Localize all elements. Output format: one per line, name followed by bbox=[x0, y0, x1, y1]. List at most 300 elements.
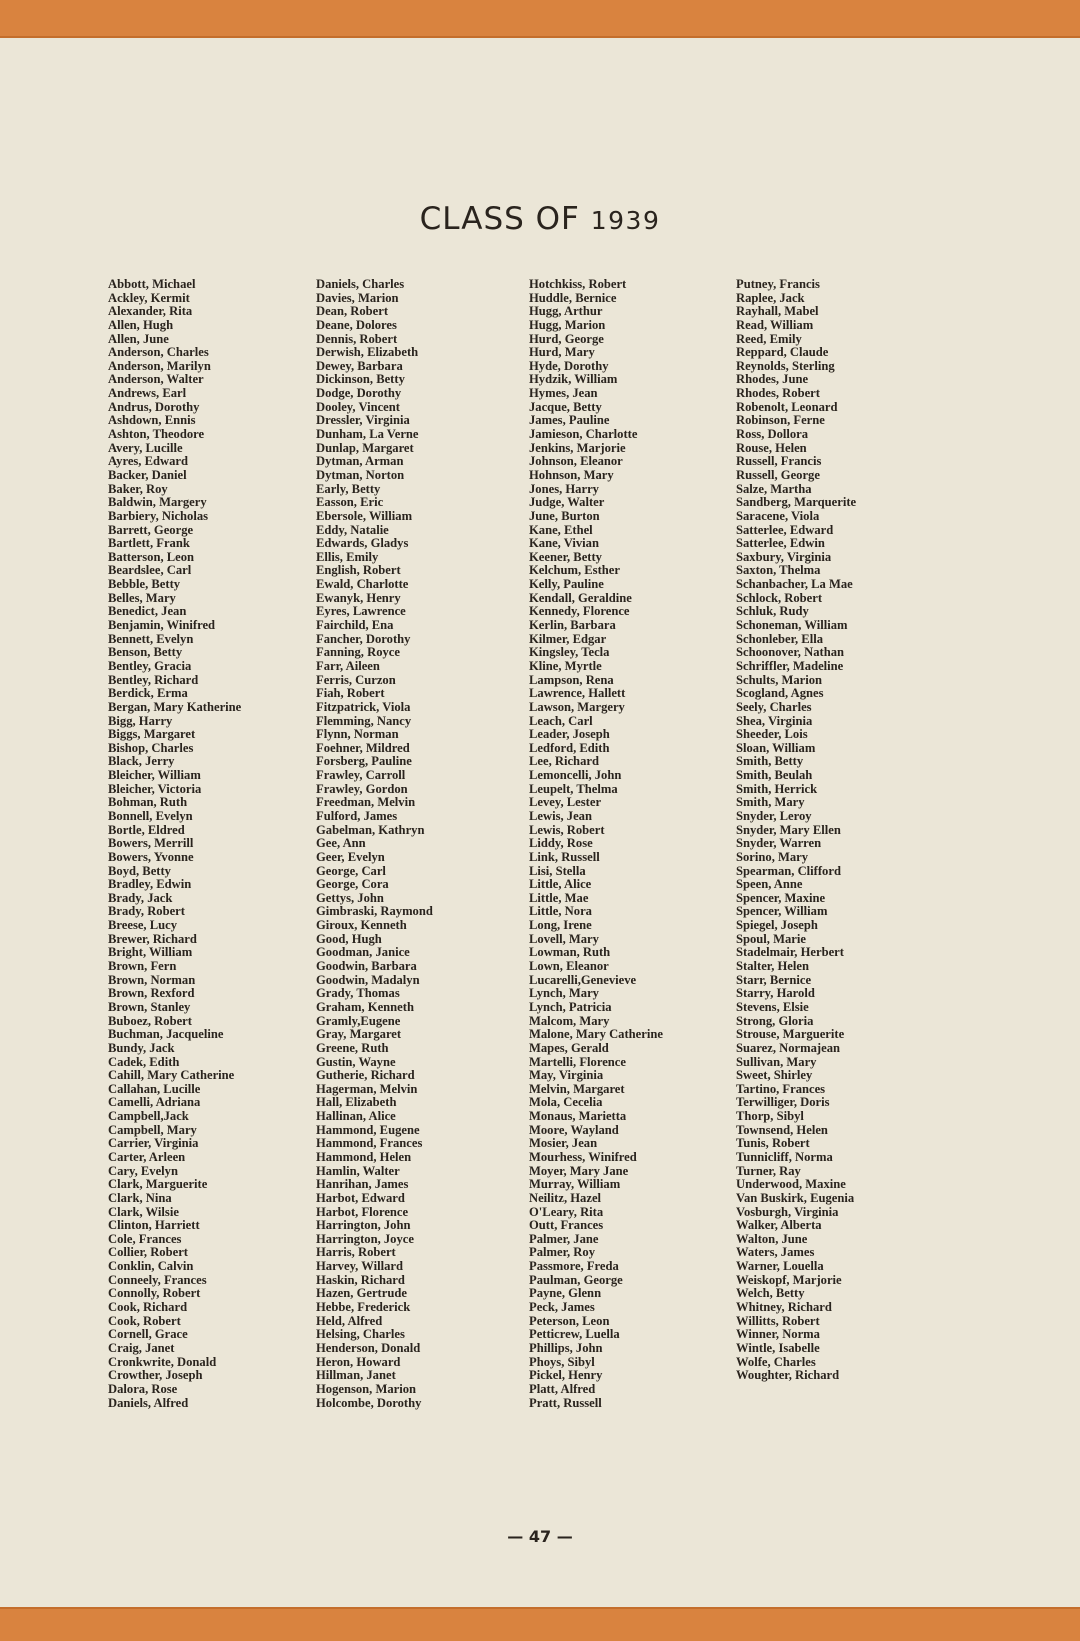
student-name: Platt, Alfred bbox=[529, 1381, 596, 1396]
student-name: Camelli, Adriana bbox=[108, 1095, 201, 1110]
student-name: Gimbraski, Raymond bbox=[316, 904, 433, 919]
student-name: Harris, Robert bbox=[316, 1245, 396, 1260]
student-name: Beardslee, Carl bbox=[108, 563, 192, 578]
student-name: Bradley, Edwin bbox=[108, 877, 192, 892]
student-name: Harvey, Willard bbox=[316, 1259, 403, 1274]
student-name: Campbell, Mary bbox=[108, 1122, 197, 1137]
student-name: Putney, Francis bbox=[736, 277, 820, 291]
student-name: Sheeder, Lois bbox=[736, 727, 808, 742]
student-name: Saxbury, Virginia bbox=[736, 549, 832, 564]
student-name: Walker, Alberta bbox=[736, 1218, 822, 1233]
student-name: Smith, Betty bbox=[736, 754, 804, 769]
student-name: Moore, Wayland bbox=[529, 1122, 619, 1137]
student-name: Weiskopf, Marjorie bbox=[736, 1272, 842, 1287]
student-name: Eyres, Lawrence bbox=[316, 604, 406, 619]
student-name: Clark, Nina bbox=[108, 1190, 172, 1205]
student-name: Spencer, William bbox=[736, 904, 828, 919]
student-name: Gettys, John bbox=[316, 890, 384, 905]
student-name: Starr, Bernice bbox=[736, 972, 812, 987]
student-name: Seely, Charles bbox=[736, 699, 812, 714]
student-name: Schonleber, Ella bbox=[736, 631, 824, 646]
student-name: Carter, Arleen bbox=[108, 1150, 186, 1164]
student-name: Ewald, Charlotte bbox=[316, 577, 409, 592]
student-name: Robinson, Ferne bbox=[736, 413, 825, 428]
student-name: Connolly, Robert bbox=[108, 1286, 201, 1301]
student-name: Benedict, Jean bbox=[108, 604, 187, 619]
student-name: Snyder, Mary Ellen bbox=[736, 822, 841, 837]
student-name: Terwilliger, Doris bbox=[736, 1095, 830, 1110]
student-name: Cole, Frances bbox=[108, 1231, 182, 1246]
student-name: Lawrence, Hallett bbox=[529, 686, 626, 701]
student-name: Suarez, Normajean bbox=[736, 1040, 840, 1055]
student-name: Phillips, John bbox=[529, 1340, 603, 1355]
student-name: Ewanyk, Henry bbox=[316, 590, 401, 605]
student-name: Hymes, Jean bbox=[529, 386, 598, 401]
student-name: Hammond, Frances bbox=[316, 1136, 423, 1151]
student-name: Bright, William bbox=[108, 945, 193, 960]
student-name: Spoul, Marie bbox=[736, 931, 806, 946]
bottom-color-band bbox=[0, 1607, 1080, 1641]
student-name: Liddy, Rose bbox=[529, 836, 593, 851]
student-name: Reynolds, Sterling bbox=[736, 358, 835, 373]
student-name: Dean, Robert bbox=[316, 304, 389, 319]
student-name: Allen, Hugh bbox=[108, 317, 174, 332]
student-name: Baldwin, Margery bbox=[108, 495, 207, 510]
student-name: Neilitz, Hazel bbox=[529, 1190, 602, 1205]
student-name: Smith, Beulah bbox=[736, 768, 813, 783]
student-name: Smith, Mary bbox=[736, 795, 805, 810]
student-name: Malone, Mary Catherine bbox=[529, 1027, 663, 1042]
student-name: Cadek, Edith bbox=[108, 1054, 180, 1069]
student-name: Craig, Janet bbox=[108, 1340, 175, 1355]
student-name: Gramly,Eugene bbox=[316, 1013, 401, 1028]
student-name: Alexander, Rita bbox=[108, 304, 193, 319]
student-name: Ashdown, Ennis bbox=[108, 413, 196, 428]
student-name: Vosburgh, Virginia bbox=[736, 1204, 839, 1219]
student-name: Hugg, Marion bbox=[529, 317, 606, 332]
student-name: Dickinson, Betty bbox=[316, 372, 405, 387]
student-name: Brown, Rexford bbox=[108, 986, 195, 1001]
student-name: Sloan, William bbox=[736, 740, 816, 755]
student-name: Lown, Eleanor bbox=[529, 959, 609, 974]
student-name: Lewis, Robert bbox=[529, 822, 605, 837]
student-name: Eddy, Natalie bbox=[316, 522, 389, 537]
student-name: Bohman, Ruth bbox=[108, 795, 188, 810]
student-name: Outt, Frances bbox=[529, 1218, 604, 1233]
student-name: Ledford, Edith bbox=[529, 740, 610, 755]
student-name: Strouse, Marguerite bbox=[736, 1027, 845, 1042]
student-name: Strong, Gloria bbox=[736, 1013, 814, 1028]
student-name: Giroux, Kenneth bbox=[316, 918, 407, 933]
student-name: Heron, Howard bbox=[316, 1354, 401, 1369]
student-name: Holcombe, Dorothy bbox=[316, 1395, 422, 1410]
student-name: Conklin, Calvin bbox=[108, 1259, 194, 1274]
student-name: Early, Betty bbox=[316, 481, 381, 496]
student-name: Collier, Robert bbox=[108, 1245, 188, 1260]
student-name: Anderson, Walter bbox=[108, 372, 204, 387]
student-name: Henderson, Donald bbox=[316, 1340, 421, 1355]
student-name: Hurd, George bbox=[529, 331, 604, 346]
student-name: June, Burton bbox=[529, 508, 600, 523]
student-name: Kennedy, Florence bbox=[529, 604, 630, 619]
student-name: Wintle, Isabelle bbox=[736, 1340, 820, 1355]
student-name: Speen, Anne bbox=[736, 877, 803, 892]
student-name: Mola, Cecelia bbox=[529, 1095, 603, 1110]
student-name: Cronkwrite, Donald bbox=[108, 1354, 217, 1369]
student-name: Kline, Myrtle bbox=[529, 658, 602, 673]
student-name: Graham, Kenneth bbox=[316, 999, 414, 1014]
student-name: Breese, Lucy bbox=[108, 918, 178, 933]
student-name: Goodman, Janice bbox=[316, 945, 410, 960]
student-name: Lee, Richard bbox=[529, 754, 599, 769]
student-name: Fairchild, Ena bbox=[316, 618, 394, 633]
student-name: Dressler, Virginia bbox=[316, 413, 410, 428]
student-name: English, Robert bbox=[316, 563, 401, 578]
student-name: Helsing, Charles bbox=[316, 1327, 405, 1342]
name-column-3 bbox=[529, 278, 734, 1410]
student-name: Flynn, Norman bbox=[316, 727, 399, 742]
student-name: Hillman, Janet bbox=[316, 1368, 396, 1383]
student-name: Read, William bbox=[736, 317, 814, 332]
student-name: Forsberg, Pauline bbox=[316, 754, 412, 769]
student-name: Mosier, Jean bbox=[529, 1136, 598, 1151]
student-name: Kilmer, Edgar bbox=[529, 631, 607, 646]
student-name: Dewey, Barbara bbox=[316, 358, 403, 373]
student-name: Buboez, Robert bbox=[108, 1013, 192, 1028]
name-column-1 bbox=[108, 278, 313, 1410]
student-name: Gray, Margaret bbox=[316, 1027, 402, 1042]
student-name: Gee, Ann bbox=[316, 836, 366, 851]
student-name: Bigg, Harry bbox=[108, 713, 173, 728]
student-name: Smith, Herrick bbox=[736, 781, 818, 796]
student-name: Sandberg, Marquerite bbox=[736, 495, 857, 510]
student-name: Rhodes, Robert bbox=[736, 386, 820, 401]
student-name: Frawley, Gordon bbox=[316, 781, 408, 796]
student-name: Saxton, Thelma bbox=[736, 563, 821, 578]
student-name: Held, Alfred bbox=[316, 1313, 383, 1328]
student-name: Bortle, Eldred bbox=[108, 822, 185, 837]
student-name: Benson, Betty bbox=[108, 645, 183, 660]
student-name: Allen, June bbox=[108, 331, 169, 346]
student-name: Russell, George bbox=[736, 467, 820, 482]
student-name: Bundy, Jack bbox=[108, 1040, 175, 1055]
student-name: Reppard, Claude bbox=[736, 345, 829, 360]
student-name: Hugg, Arthur bbox=[529, 304, 603, 319]
student-name: Backer, Daniel bbox=[108, 467, 187, 482]
student-name: Greene, Ruth bbox=[316, 1040, 389, 1055]
student-name: Fitzpatrick, Viola bbox=[316, 699, 411, 714]
student-name: Stevens, Elsie bbox=[736, 999, 809, 1014]
page-number: — 47 — bbox=[507, 1527, 573, 1546]
student-name: Malcom, Mary bbox=[529, 1013, 610, 1028]
student-name: Dunlap, Margaret bbox=[316, 440, 414, 455]
student-name: Brady, Jack bbox=[108, 890, 173, 905]
student-name: Leupelt, Thelma bbox=[529, 781, 618, 796]
student-name: Buchman, Jacqueline bbox=[108, 1027, 224, 1042]
student-name: Fiah, Robert bbox=[316, 686, 385, 701]
student-name: Ayres, Edward bbox=[108, 454, 188, 469]
student-name: Schoonover, Nathan bbox=[736, 645, 844, 660]
student-name: Murray, William bbox=[529, 1177, 621, 1192]
student-name: Lawson, Margery bbox=[529, 699, 625, 714]
student-name: Satterlee, Edwin bbox=[736, 536, 825, 551]
student-name: Baker, Roy bbox=[108, 481, 168, 496]
student-name: Bowers, Yvonne bbox=[108, 849, 194, 864]
student-name: Petticrew, Luella bbox=[529, 1327, 620, 1342]
student-name: Passmore, Freda bbox=[529, 1259, 619, 1274]
student-name: Sorino, Mary bbox=[736, 849, 809, 864]
student-name: Fancher, Dorothy bbox=[316, 631, 411, 646]
student-name: Brady, Robert bbox=[108, 904, 185, 919]
student-name: Ross, Dollora bbox=[736, 427, 809, 442]
student-name: Paulman, George bbox=[529, 1272, 623, 1287]
student-name: Melvin, Margaret bbox=[529, 1081, 625, 1096]
student-name: Gustin, Wayne bbox=[316, 1054, 396, 1069]
student-name: Hurd, Mary bbox=[529, 345, 595, 360]
student-name: Brown, Norman bbox=[108, 972, 196, 987]
student-name: Rhodes, June bbox=[736, 372, 809, 387]
student-name: Cahill, Mary Catherine bbox=[108, 1068, 235, 1083]
student-name: Schanbacher, La Mae bbox=[736, 577, 853, 592]
student-name: Welch, Betty bbox=[736, 1286, 805, 1301]
student-name: Boyd, Betty bbox=[108, 863, 171, 878]
student-name: Lisi, Stella bbox=[529, 863, 586, 878]
student-name: Ellis, Emily bbox=[316, 549, 379, 564]
student-name: Geer, Evelyn bbox=[316, 849, 385, 864]
student-name: Sweet, Shirley bbox=[736, 1068, 813, 1083]
student-name: Brown, Fern bbox=[108, 959, 177, 974]
student-name: Walton, June bbox=[736, 1231, 808, 1246]
student-name: Woughter, Richard bbox=[736, 1368, 840, 1383]
student-name: Flemming, Nancy bbox=[316, 713, 412, 728]
student-name: George, Cora bbox=[316, 877, 389, 892]
student-name: Conneely, Frances bbox=[108, 1272, 207, 1287]
student-name: Andrus, Dorothy bbox=[108, 399, 200, 414]
student-name: Daniels, Charles bbox=[316, 277, 405, 291]
student-name: Haskin, Richard bbox=[316, 1272, 405, 1287]
student-name: Bleicher, William bbox=[108, 768, 201, 783]
student-name: Cornell, Grace bbox=[108, 1327, 188, 1342]
student-name: Starry, Harold bbox=[736, 986, 815, 1001]
student-name: Bebble, Betty bbox=[108, 577, 181, 592]
student-name: Bowers, Merrill bbox=[108, 836, 194, 851]
student-name: Jones, Harry bbox=[529, 481, 599, 496]
student-name: Carrier, Virginia bbox=[108, 1136, 199, 1151]
student-name: Lampson, Rena bbox=[529, 672, 614, 687]
student-name: Clark, Wilsie bbox=[108, 1204, 179, 1219]
student-name: Hebbe, Frederick bbox=[316, 1300, 411, 1315]
student-name: Kane, Vivian bbox=[529, 536, 599, 551]
student-name: Hanrihan, James bbox=[316, 1177, 409, 1192]
student-name: Kendall, Geraldine bbox=[529, 590, 632, 605]
student-name: Palmer, Roy bbox=[529, 1245, 595, 1260]
student-name: Grady, Thomas bbox=[316, 986, 400, 1001]
student-name: Crowther, Joseph bbox=[108, 1368, 203, 1383]
student-name: Van Buskirk, Eugenia bbox=[736, 1190, 855, 1205]
student-name: Monaus, Marietta bbox=[529, 1109, 627, 1124]
student-name: Clark, Marguerite bbox=[108, 1177, 208, 1192]
student-name: Andrews, Earl bbox=[108, 386, 187, 401]
student-name: Brewer, Richard bbox=[108, 931, 197, 946]
student-name: Ferris, Curzon bbox=[316, 672, 396, 687]
student-name: Harbot, Florence bbox=[316, 1204, 409, 1219]
student-name: Snyder, Warren bbox=[736, 836, 822, 851]
student-name: Bentley, Richard bbox=[108, 672, 199, 687]
student-name: Snyder, Leroy bbox=[736, 808, 812, 823]
student-name: Brown, Stanley bbox=[108, 999, 191, 1014]
student-name: Lowman, Ruth bbox=[529, 945, 611, 960]
student-name: Dalora, Rose bbox=[108, 1381, 178, 1396]
student-name: Hammond, Eugene bbox=[316, 1122, 420, 1137]
student-name: Deane, Dolores bbox=[316, 317, 397, 332]
student-name: Harrington, John bbox=[316, 1218, 411, 1233]
student-name: Cary, Evelyn bbox=[108, 1163, 178, 1178]
student-name: Scogland, Agnes bbox=[736, 686, 824, 701]
student-name: Schults, Marion bbox=[736, 672, 823, 687]
student-name: Judge, Walter bbox=[529, 495, 605, 510]
student-name: Dodge, Dorothy bbox=[316, 386, 402, 401]
student-name: Dytman, Arman bbox=[316, 454, 404, 469]
student-name: Bleicher, Victoria bbox=[108, 781, 202, 796]
student-name: Clinton, Harriett bbox=[108, 1218, 200, 1233]
student-name: Foehner, Mildred bbox=[316, 740, 410, 755]
student-name: Fulford, James bbox=[316, 808, 398, 823]
student-name: Schoneman, William bbox=[736, 618, 848, 633]
student-name: Levey, Lester bbox=[529, 795, 602, 810]
student-name: Palmer, Jane bbox=[529, 1231, 599, 1246]
student-name: Goodwin, Madalyn bbox=[316, 972, 420, 987]
student-name: Huddle, Bernice bbox=[529, 290, 617, 305]
student-name: Pickel, Henry bbox=[529, 1368, 603, 1383]
student-name: Reed, Emily bbox=[736, 331, 802, 346]
student-name: Bonnell, Evelyn bbox=[108, 808, 193, 823]
student-name: Freedman, Melvin bbox=[316, 795, 416, 810]
student-name: Bentley, Gracia bbox=[108, 658, 192, 673]
student-name: Hogenson, Marion bbox=[316, 1381, 417, 1396]
student-name: Fanning, Royce bbox=[316, 645, 400, 660]
student-name: Ebersole, William bbox=[316, 508, 413, 523]
student-name: Thorp, Sibyl bbox=[736, 1109, 804, 1124]
student-name: Jacque, Betty bbox=[529, 399, 602, 414]
student-name: James, Pauline bbox=[529, 413, 610, 428]
student-name: Winner, Norma bbox=[736, 1327, 820, 1342]
student-name: Hagerman, Melvin bbox=[316, 1081, 418, 1096]
student-name: Frawley, Carroll bbox=[316, 768, 406, 783]
student-name: Whitney, Richard bbox=[736, 1300, 832, 1315]
student-name: Berdick, Erma bbox=[108, 686, 188, 701]
student-name: Campbell,Jack bbox=[108, 1109, 189, 1124]
student-name: Leach, Carl bbox=[529, 713, 593, 728]
student-name: Mourhess, Winifred bbox=[529, 1150, 637, 1164]
student-name: Hall, Elizabeth bbox=[316, 1095, 397, 1110]
student-name: Schriffler, Madeline bbox=[736, 658, 844, 673]
student-name: Tunis, Robert bbox=[736, 1136, 810, 1151]
student-name: Wolfe, Charles bbox=[736, 1354, 816, 1369]
student-name: Kingsley, Tecla bbox=[529, 645, 610, 660]
student-name: Dytman, Norton bbox=[316, 467, 405, 482]
student-name: Peterson, Leon bbox=[529, 1313, 610, 1328]
page-title bbox=[0, 201, 1080, 237]
student-name: Spiegel, Joseph bbox=[736, 918, 818, 933]
student-name: Lovell, Mary bbox=[529, 931, 599, 946]
student-name: Townsend, Helen bbox=[736, 1122, 828, 1137]
student-name: Harbot, Edward bbox=[316, 1190, 405, 1205]
student-name: Satterlee, Edward bbox=[736, 522, 834, 537]
student-name: Stalter, Helen bbox=[736, 959, 809, 974]
student-name: Rouse, Helen bbox=[736, 440, 807, 455]
student-name: Keener, Betty bbox=[529, 549, 602, 564]
student-name: Mapes, Gerald bbox=[529, 1040, 609, 1055]
student-name: Lemoncelli, John bbox=[529, 768, 622, 783]
title-text: CLASS OF bbox=[419, 200, 591, 237]
student-name: Anderson, Charles bbox=[108, 345, 209, 360]
student-name: Ashton, Theodore bbox=[108, 427, 205, 442]
student-name: Biggs, Margaret bbox=[108, 727, 196, 742]
student-name: Schluk, Rudy bbox=[736, 604, 809, 619]
student-name: Black, Jerry bbox=[108, 754, 175, 769]
student-name: Ackley, Kermit bbox=[108, 290, 190, 305]
student-name: Abbott, Michael bbox=[108, 277, 196, 291]
student-name: Belles, Mary bbox=[108, 590, 176, 605]
student-name: Batterson, Leon bbox=[108, 549, 195, 564]
student-name: Benjamin, Winifred bbox=[108, 618, 216, 633]
student-name: Bishop, Charles bbox=[108, 740, 194, 755]
student-name: Harrington, Joyce bbox=[316, 1231, 414, 1246]
student-name: Edwards, Gladys bbox=[316, 536, 409, 551]
class-year: 1939 bbox=[590, 205, 661, 235]
student-name: Farr, Aileen bbox=[316, 658, 380, 673]
student-name: Phoys, Sibyl bbox=[529, 1354, 595, 1369]
top-color-band bbox=[0, 0, 1080, 38]
student-name: Easson, Eric bbox=[316, 495, 384, 510]
student-name: Little, Alice bbox=[529, 877, 592, 892]
student-name: Raplee, Jack bbox=[736, 290, 805, 305]
student-name: Lewis, Jean bbox=[529, 808, 592, 823]
student-name: Avery, Lucille bbox=[108, 440, 183, 455]
student-name: Saracene, Viola bbox=[736, 508, 820, 523]
student-name: Goodwin, Barbara bbox=[316, 959, 417, 974]
name-column-2 bbox=[316, 278, 521, 1410]
student-name: Johnson, Eleanor bbox=[529, 454, 623, 469]
student-name: Dooley, Vincent bbox=[316, 399, 400, 414]
student-name: Lucarelli,Genevieve bbox=[529, 972, 637, 987]
student-name: Link, Russell bbox=[529, 849, 600, 864]
student-name: Rayhall, Mabel bbox=[736, 304, 819, 319]
student-name: Derwish, Elizabeth bbox=[316, 345, 419, 360]
student-name: Cook, Robert bbox=[108, 1313, 181, 1328]
student-name: Tartino, Frances bbox=[736, 1081, 826, 1096]
student-name: Lynch, Mary bbox=[529, 986, 599, 1001]
student-name: Stadelmair, Herbert bbox=[736, 945, 844, 960]
student-name: Russell, Francis bbox=[736, 454, 822, 469]
student-name: Robenolt, Leonard bbox=[736, 399, 838, 414]
student-name: Moyer, Mary Jane bbox=[529, 1163, 629, 1178]
student-name: Waters, James bbox=[736, 1245, 815, 1260]
student-name: Kane, Ethel bbox=[529, 522, 593, 537]
student-name: Peck, James bbox=[529, 1300, 595, 1315]
student-name: Gabelman, Kathryn bbox=[316, 822, 425, 837]
student-name: Underwood, Maxine bbox=[736, 1177, 846, 1192]
student-name: Cook, Richard bbox=[108, 1300, 188, 1315]
student-name: Daniels, Alfred bbox=[108, 1395, 189, 1410]
student-name: Spearman, Clifford bbox=[736, 863, 841, 878]
student-name: Spencer, Maxine bbox=[736, 890, 826, 905]
student-name: Anderson, Marilyn bbox=[108, 358, 211, 373]
student-name: Gutherie, Richard bbox=[316, 1068, 415, 1083]
student-name: Hammond, Helen bbox=[316, 1150, 412, 1164]
student-name: Turner, Ray bbox=[736, 1163, 801, 1178]
student-name: Little, Nora bbox=[529, 904, 592, 919]
